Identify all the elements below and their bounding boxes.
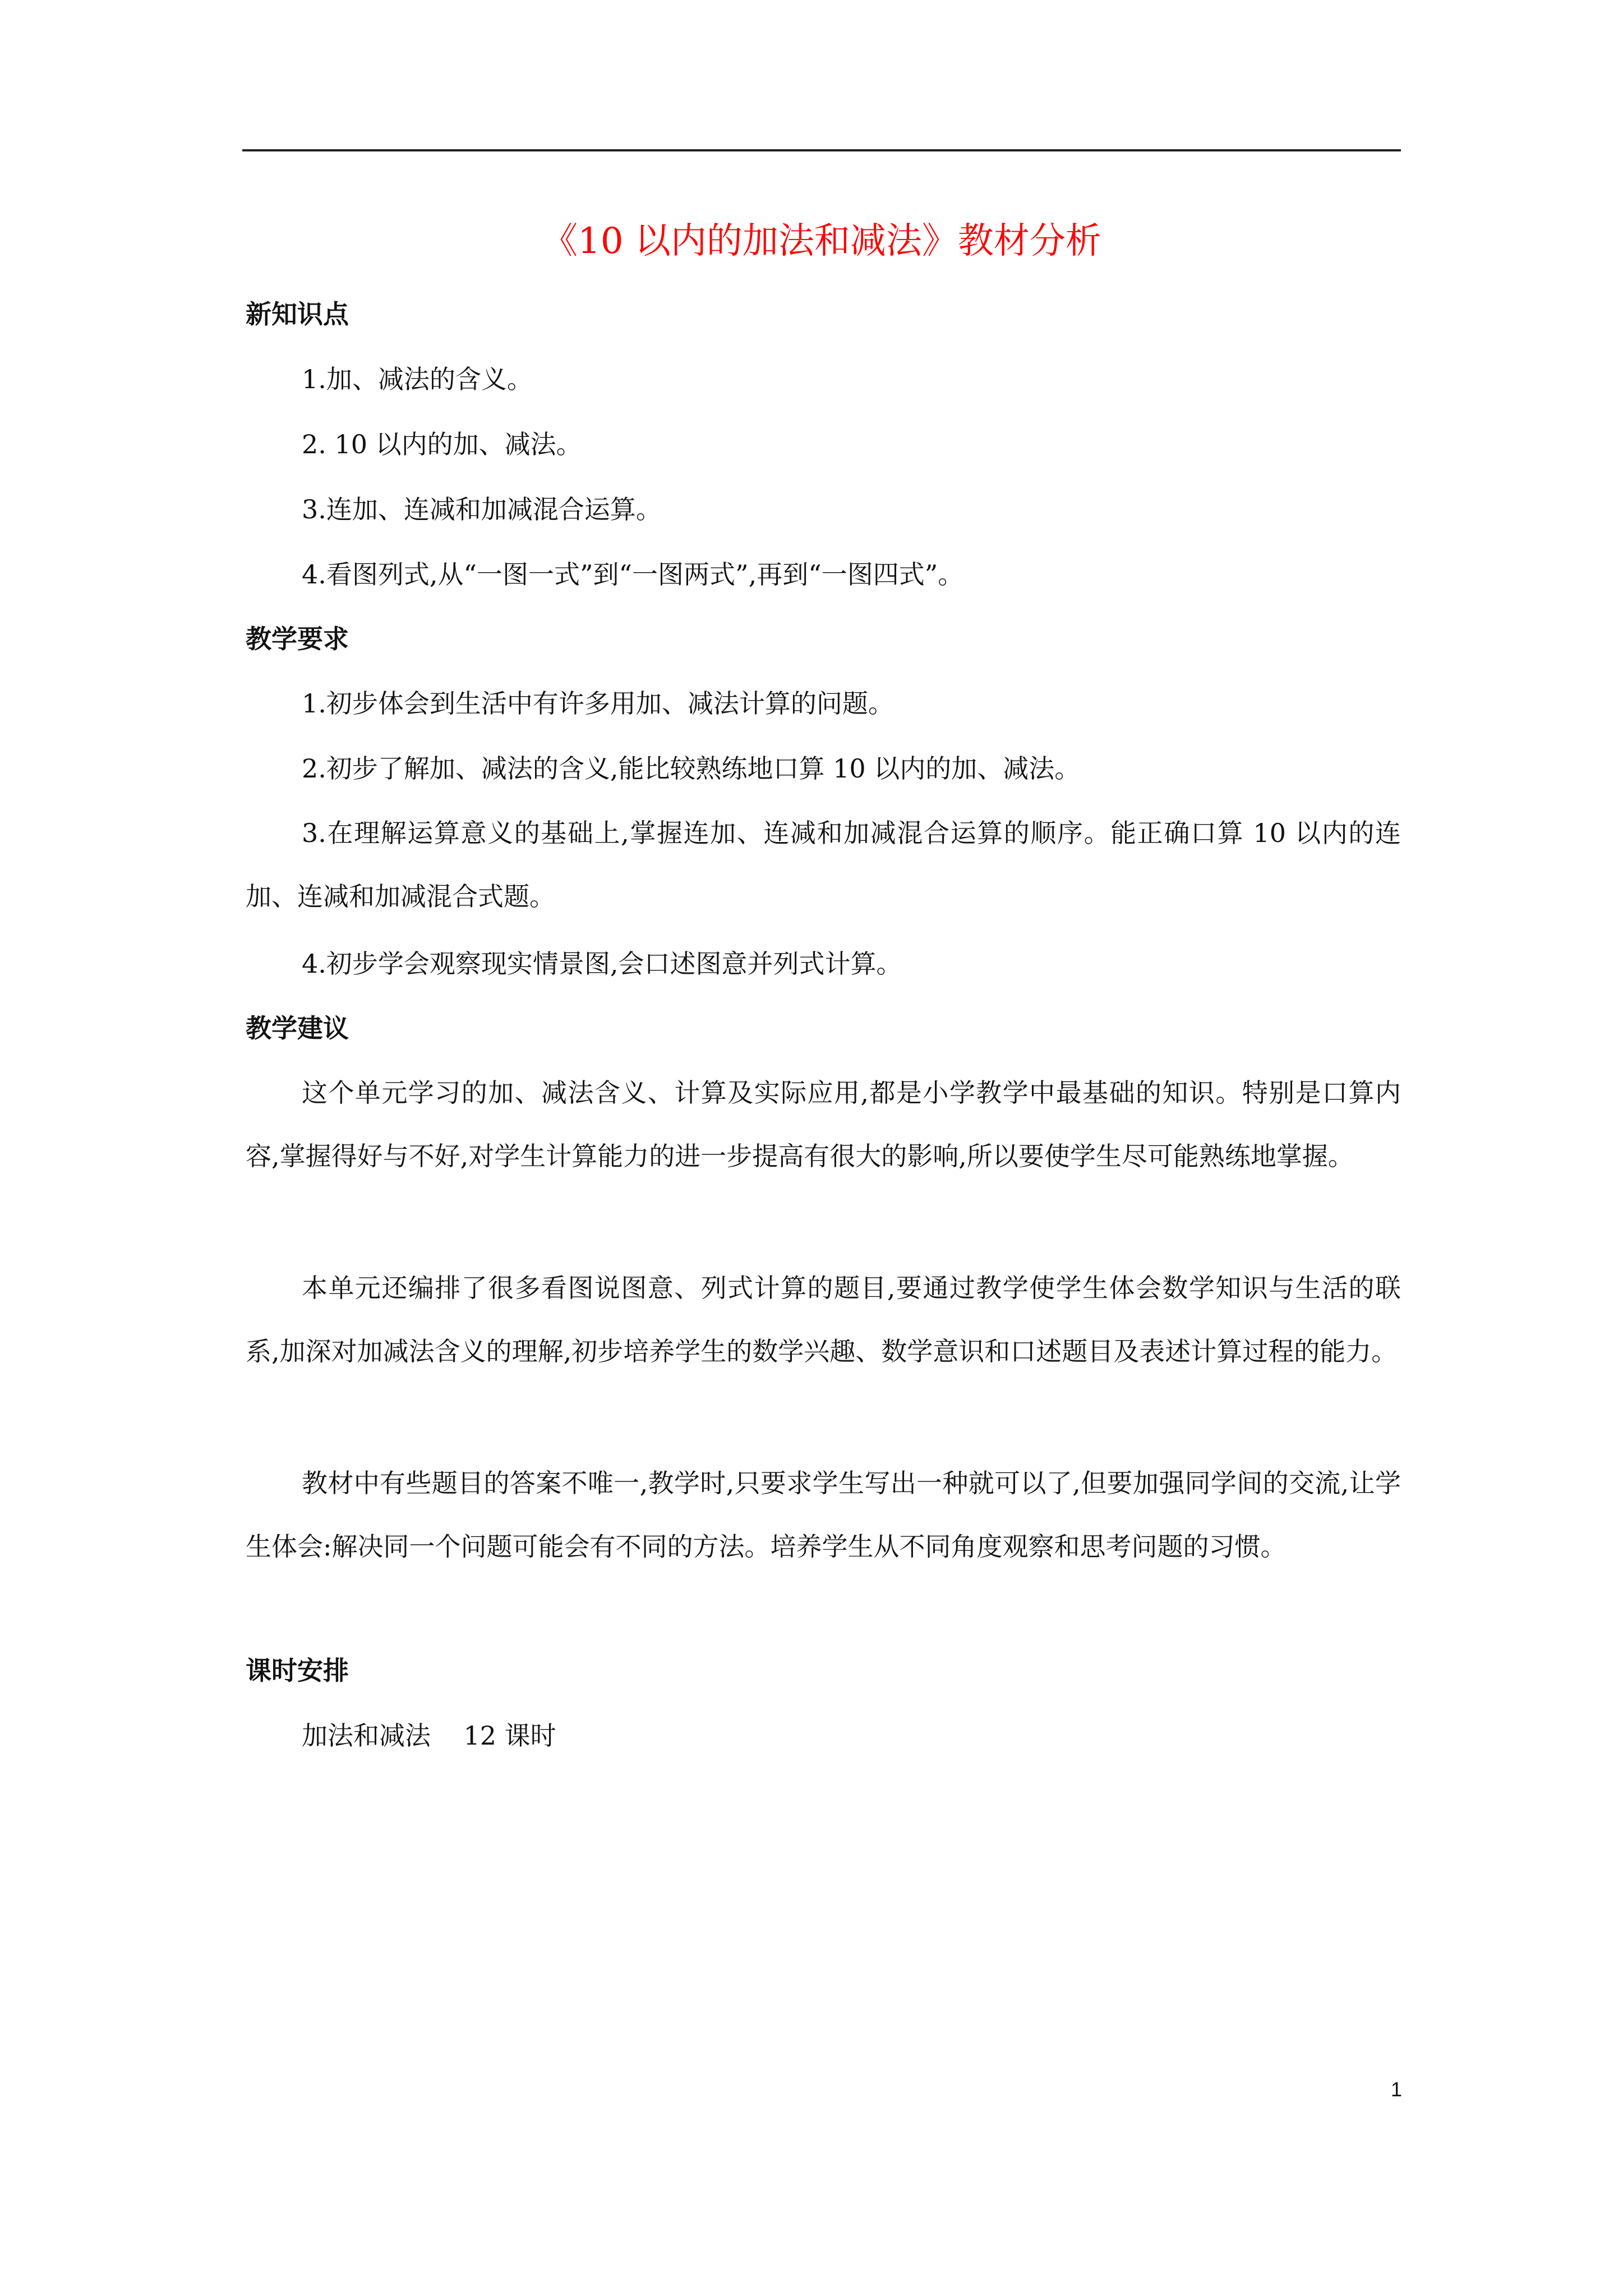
- list-item: 1.初步体会到生活中有许多用加、减法计算的问题。: [302, 688, 894, 719]
- list-item: 4.看图列式,从“一图一式”到“一图两式”,再到“一图四式”。: [302, 559, 964, 590]
- page-number: 1: [1390, 2078, 1402, 2101]
- header-rule: [242, 149, 1401, 151]
- document-title: 《10 以内的加法和减法》教材分析: [542, 220, 1101, 262]
- paragraph: 教材中有些题目的答案不唯一,教学时,只要求学生写出一种就可以了,但要加强同学间的交流,让学生体会:解决同一个问题可能会有不同的方法。培养学生从不同角度观察和思考问题的习惯。: [246, 1468, 1401, 1562]
- list-item: 3.在理解运算意义的基础上,掌握连加、连减和加减混合运算的顺序。能正确口算 10 以内的连加、连减和加减混合式题。: [246, 818, 1401, 912]
- list-item: 2.初步了解加、减法的含义,能比较熟练地口算 10 以内的加、减法。: [302, 753, 1081, 784]
- section-heading-teaching-requirements: 教学要求: [246, 624, 349, 654]
- section-heading-teaching-suggestions: 教学建议: [246, 1013, 349, 1043]
- list-item: 2. 10 以内的加、减法。: [302, 429, 582, 459]
- list-item: 1.加、减法的含义。: [302, 364, 533, 394]
- paragraph: 这个单元学习的加、减法含义、计算及实际应用,都是小学教学中最基础的知识。特别是口算内容,掌握得好与不好,对学生计算能力的进一步提高有很大的影响,所以要使学生尽可能熟练地掌握。: [246, 1078, 1401, 1171]
- schedule-item: 加法和减法 12 课时: [302, 1720, 556, 1751]
- list-item: 4.初步学会观察现实情景图,会口述图意并列式计算。: [302, 949, 902, 979]
- paragraph: 本单元还编排了很多看图说图意、列式计算的题目,要通过教学使学生体会数学知识与生活的联系,加深对加减法含义的理解,初步培养学生的数学兴趣、数学意识和口述题目及表述计算过程的能力。: [246, 1273, 1401, 1366]
- list-item: 3.连加、连减和加减混合运算。: [302, 494, 662, 524]
- section-heading-new-knowledge: 新知识点: [246, 299, 349, 329]
- section-heading-schedule: 课时安排: [246, 1655, 349, 1686]
